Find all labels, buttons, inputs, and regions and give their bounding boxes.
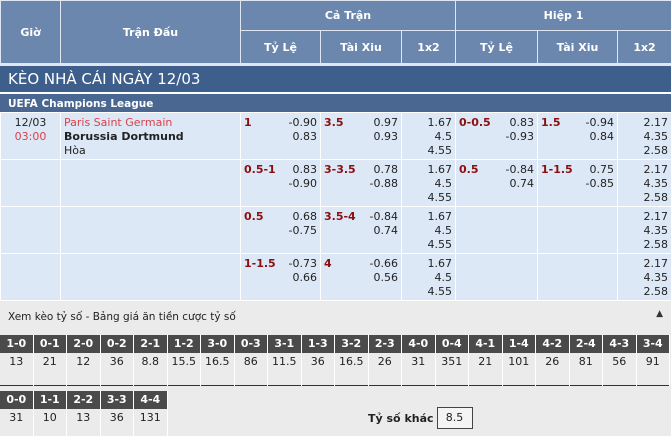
score-label: 3-0 xyxy=(201,335,234,353)
ft-over-under-line: 3-3.5 xyxy=(324,163,356,177)
odd-away: 4.35 xyxy=(621,224,668,238)
score-label: 1-3 xyxy=(302,335,335,353)
odd-home: 1.67 xyxy=(405,116,452,130)
h1-1x2[interactable] xyxy=(618,113,671,160)
h1-1x2[interactable] xyxy=(618,254,671,301)
odd-home: 2.17 xyxy=(621,163,668,177)
odd-draw: 4.55 xyxy=(405,285,452,299)
ft-handicap-odd: -0.90 xyxy=(244,177,317,191)
time-cell xyxy=(1,113,61,160)
score-cell[interactable] xyxy=(34,335,68,386)
ft-handicap-odd: 0.68 xyxy=(244,210,317,224)
col-ft-over-under: Tài Xiu xyxy=(321,31,402,64)
ft-over-under-odd: 0.97 xyxy=(324,116,398,130)
score-cell[interactable] xyxy=(67,335,101,386)
score-label: 2-1 xyxy=(134,335,167,353)
match-cell xyxy=(61,160,241,207)
score-label: 0-4 xyxy=(436,335,469,353)
ft-handicap-line: 1-1.5 xyxy=(244,257,276,271)
col-h1-handicap: Tỷ Lệ xyxy=(456,31,538,64)
odds-table xyxy=(0,0,671,64)
ft-handicap-odd: 0.66 xyxy=(244,271,317,285)
odd-draw: 2.58 xyxy=(621,191,668,205)
ft-handicap-line: 0.5-1 xyxy=(244,163,276,177)
score-cell[interactable] xyxy=(402,335,436,386)
score-label: 0-0 xyxy=(0,391,33,409)
h1-over-under-line: 1.5 xyxy=(541,116,561,130)
col-full-time: Cả Trận xyxy=(241,1,456,31)
h1-handicap[interactable] xyxy=(456,207,538,254)
score-label: 3-4 xyxy=(637,335,670,353)
col-first-half: Hiệp 1 xyxy=(456,1,671,31)
h1-over-under[interactable] xyxy=(538,113,618,160)
odd-away: 4.35 xyxy=(621,271,668,285)
ft-over-under-line: 4 xyxy=(324,257,332,271)
h1-over-under[interactable] xyxy=(538,254,618,301)
score-label: 4-4 xyxy=(134,391,167,409)
ft-over-under-odd: 0.74 xyxy=(324,224,398,238)
odd-draw: 4.55 xyxy=(405,144,452,158)
match-odds xyxy=(0,112,671,301)
odd-home: 1.67 xyxy=(405,163,452,177)
h1-handicap-odd: 0.83 xyxy=(459,116,534,130)
score-cell[interactable] xyxy=(503,335,537,386)
score-label: 3-3 xyxy=(101,391,134,409)
ft-handicap-line: 0.5 xyxy=(244,210,264,224)
ft-handicap-odd: 0.83 xyxy=(244,130,317,144)
score-odd: 36 xyxy=(101,353,134,386)
col-h1-1x2: 1x2 xyxy=(618,31,671,64)
score-odd: 101 xyxy=(503,353,536,386)
h1-over-under-odd: 0.84 xyxy=(541,130,614,144)
score-odd: 131 xyxy=(134,409,167,442)
score-odd: 11.5 xyxy=(268,353,301,386)
ft-over-under[interactable] xyxy=(321,207,402,254)
score-label: 2-3 xyxy=(369,335,402,353)
score-label: 2-0 xyxy=(67,335,100,353)
score-label: 1-2 xyxy=(168,335,201,353)
ft-handicap-odd: -0.75 xyxy=(244,224,317,238)
score-label: 3-1 xyxy=(268,335,301,353)
odd-home: 2.17 xyxy=(621,210,668,224)
h1-over-under-odd: -0.94 xyxy=(541,116,614,130)
score-odd: 351 xyxy=(436,353,469,386)
score-odd: 31 xyxy=(0,409,33,442)
ft-over-under[interactable] xyxy=(321,113,402,160)
ft-over-under-odd: 0.78 xyxy=(324,163,398,177)
odd-home: 2.17 xyxy=(621,257,668,271)
score-cell[interactable] xyxy=(536,335,570,386)
score-odd: 16.5 xyxy=(335,353,368,386)
odd-away: 4.5 xyxy=(405,177,452,191)
ft-handicap-odd: 0.83 xyxy=(244,163,317,177)
score-odd: 13 xyxy=(67,409,100,442)
other-score-label: Tỷ số khác xyxy=(368,412,434,425)
time-cell xyxy=(1,254,61,301)
h1-1x2[interactable] xyxy=(618,207,671,254)
odd-draw: 2.58 xyxy=(621,238,668,252)
odd-draw: 2.58 xyxy=(621,144,668,158)
score-odd: 36 xyxy=(101,409,134,442)
ft-over-under-odd: 0.93 xyxy=(324,130,398,144)
time-cell xyxy=(1,160,61,207)
score-cell[interactable] xyxy=(0,335,34,386)
collapse-arrow-icon[interactable]: ▲ xyxy=(656,309,663,319)
time-cell xyxy=(1,207,61,254)
ft-handicap[interactable] xyxy=(241,113,321,160)
ft-1x2[interactable] xyxy=(402,113,456,160)
other-score-value[interactable]: 8.5 xyxy=(437,407,473,429)
score-cell[interactable] xyxy=(101,335,135,386)
page-title: KÈO NHÀ CÁI NGÀY 12/03 xyxy=(0,64,671,92)
odd-draw: 4.55 xyxy=(405,191,452,205)
score-cell[interactable] xyxy=(335,335,369,386)
col-ft-handicap: Tỷ Lệ xyxy=(241,31,321,64)
score-odd: 56 xyxy=(603,353,636,386)
score-cell[interactable] xyxy=(637,335,671,386)
away-team[interactable]: Borussia Dortmund xyxy=(64,130,237,144)
score-cell[interactable] xyxy=(134,391,168,442)
h1-over-under-odd: -0.85 xyxy=(541,177,614,191)
odd-away: 4.35 xyxy=(621,177,668,191)
ft-over-under-odd: 0.56 xyxy=(324,271,398,285)
ft-1x2[interactable] xyxy=(402,160,456,207)
h1-handicap-odd: 0.74 xyxy=(459,177,534,191)
score-cell[interactable] xyxy=(67,391,101,442)
ft-over-under-odd: -0.88 xyxy=(324,177,398,191)
score-odd: 13 xyxy=(0,353,33,386)
draw-label: Hòa xyxy=(64,144,237,158)
col-time: Giờ xyxy=(1,1,61,64)
h1-handicap-line: 0.5 xyxy=(459,163,479,177)
score-cell[interactable] xyxy=(369,335,403,386)
h1-handicap[interactable] xyxy=(456,113,538,160)
score-label: 4-1 xyxy=(469,335,502,353)
score-odd: 21 xyxy=(34,353,67,386)
col-h1-over-under: Tài Xiu xyxy=(538,31,618,64)
score-odd: 86 xyxy=(235,353,268,386)
home-team[interactable]: Paris Saint Germain xyxy=(64,116,237,130)
odds-row xyxy=(1,254,671,301)
odd-away: 4.35 xyxy=(621,130,668,144)
odd-away: 4.5 xyxy=(405,224,452,238)
h1-over-under[interactable] xyxy=(538,160,618,207)
ft-over-under[interactable] xyxy=(321,160,402,207)
ft-1x2[interactable] xyxy=(402,207,456,254)
h1-handicap-line: 0-0.5 xyxy=(459,116,491,130)
odd-draw: 2.58 xyxy=(621,285,668,299)
h1-handicap[interactable] xyxy=(456,160,538,207)
h1-over-under[interactable] xyxy=(538,207,618,254)
odds-row xyxy=(1,160,671,207)
score-label: 1-1 xyxy=(34,391,67,409)
score-cell[interactable] xyxy=(34,391,68,442)
score-label: 4-2 xyxy=(536,335,569,353)
score-label: 1-4 xyxy=(503,335,536,353)
ft-over-under-line: 3.5-4 xyxy=(324,210,356,224)
score-cell[interactable] xyxy=(235,335,269,386)
score-cell[interactable] xyxy=(570,335,604,386)
odd-away: 4.5 xyxy=(405,130,452,144)
score-cell[interactable] xyxy=(436,335,470,386)
score-label: 0-1 xyxy=(34,335,67,353)
score-label: 2-4 xyxy=(570,335,603,353)
score-label: 4-3 xyxy=(603,335,636,353)
ft-handicap-line: 1 xyxy=(244,116,252,130)
score-odd: 21 xyxy=(469,353,502,386)
score-label: 3-2 xyxy=(335,335,368,353)
col-ft-1x2: 1x2 xyxy=(402,31,456,64)
score-label: 0-2 xyxy=(101,335,134,353)
score-odd: 10 xyxy=(34,409,67,442)
score-cell[interactable] xyxy=(101,391,135,442)
score-odd: 12 xyxy=(67,353,100,386)
h1-handicap-odd: -0.93 xyxy=(459,130,534,144)
score-odd: 31 xyxy=(402,353,435,386)
score-label: 2-2 xyxy=(67,391,100,409)
score-cell[interactable] xyxy=(268,335,302,386)
ft-over-under-odd: -0.84 xyxy=(324,210,398,224)
score-odd: 81 xyxy=(570,353,603,386)
ft-handicap[interactable] xyxy=(241,254,321,301)
col-match: Trận Đấu xyxy=(61,1,241,64)
ft-1x2[interactable] xyxy=(402,254,456,301)
odd-draw: 4.55 xyxy=(405,238,452,252)
score-cell[interactable] xyxy=(134,335,168,386)
league-header: UEFA Champions League xyxy=(0,92,671,112)
ft-handicap-odd: -0.90 xyxy=(244,116,317,130)
ft-handicap-odd: -0.73 xyxy=(244,257,317,271)
match-cell xyxy=(61,254,241,301)
h1-handicap-odd: -0.84 xyxy=(459,163,534,177)
score-odd: 15.5 xyxy=(168,353,201,386)
odds-row xyxy=(1,207,671,254)
score-odd: 26 xyxy=(369,353,402,386)
odd-home: 1.67 xyxy=(405,210,452,224)
match-cell xyxy=(61,207,241,254)
score-odd: 36 xyxy=(302,353,335,386)
odd-home: 2.17 xyxy=(621,116,668,130)
odd-away: 4.5 xyxy=(405,271,452,285)
score-odd: 91 xyxy=(637,353,670,386)
other-score xyxy=(368,407,473,429)
score-cell[interactable] xyxy=(603,335,637,386)
match-date: 12/03 xyxy=(4,116,57,130)
ft-handicap[interactable] xyxy=(241,160,321,207)
score-label: 0-3 xyxy=(235,335,268,353)
ft-over-under[interactable] xyxy=(321,254,402,301)
score-cell[interactable] xyxy=(469,335,503,386)
score-cell[interactable] xyxy=(302,335,336,386)
score-label: 1-0 xyxy=(0,335,33,353)
correct-score-section xyxy=(0,301,671,436)
score-odd: 26 xyxy=(536,353,569,386)
h1-over-under-odd: 0.75 xyxy=(541,163,614,177)
match-time: 03:00 xyxy=(4,130,57,144)
score-odd: 16.5 xyxy=(201,353,234,386)
score-label: 4-0 xyxy=(402,335,435,353)
score-cell[interactable] xyxy=(0,391,34,442)
ft-handicap[interactable] xyxy=(241,207,321,254)
h1-handicap[interactable] xyxy=(456,254,538,301)
odds-row xyxy=(1,113,671,160)
score-odd: 8.8 xyxy=(134,353,167,386)
h1-over-under-line: 1-1.5 xyxy=(541,163,573,177)
match-cell xyxy=(61,113,241,160)
score-cell[interactable] xyxy=(168,335,202,386)
h1-1x2[interactable] xyxy=(618,160,671,207)
score-cell[interactable] xyxy=(201,335,235,386)
ft-over-under-odd: -0.66 xyxy=(324,257,398,271)
odd-home: 1.67 xyxy=(405,257,452,271)
ft-over-under-line: 3.5 xyxy=(324,116,344,130)
correct-score-title[interactable]: Xem kèo tỷ số - Bảng giá ăn tiền cược tỷ số xyxy=(0,301,671,331)
